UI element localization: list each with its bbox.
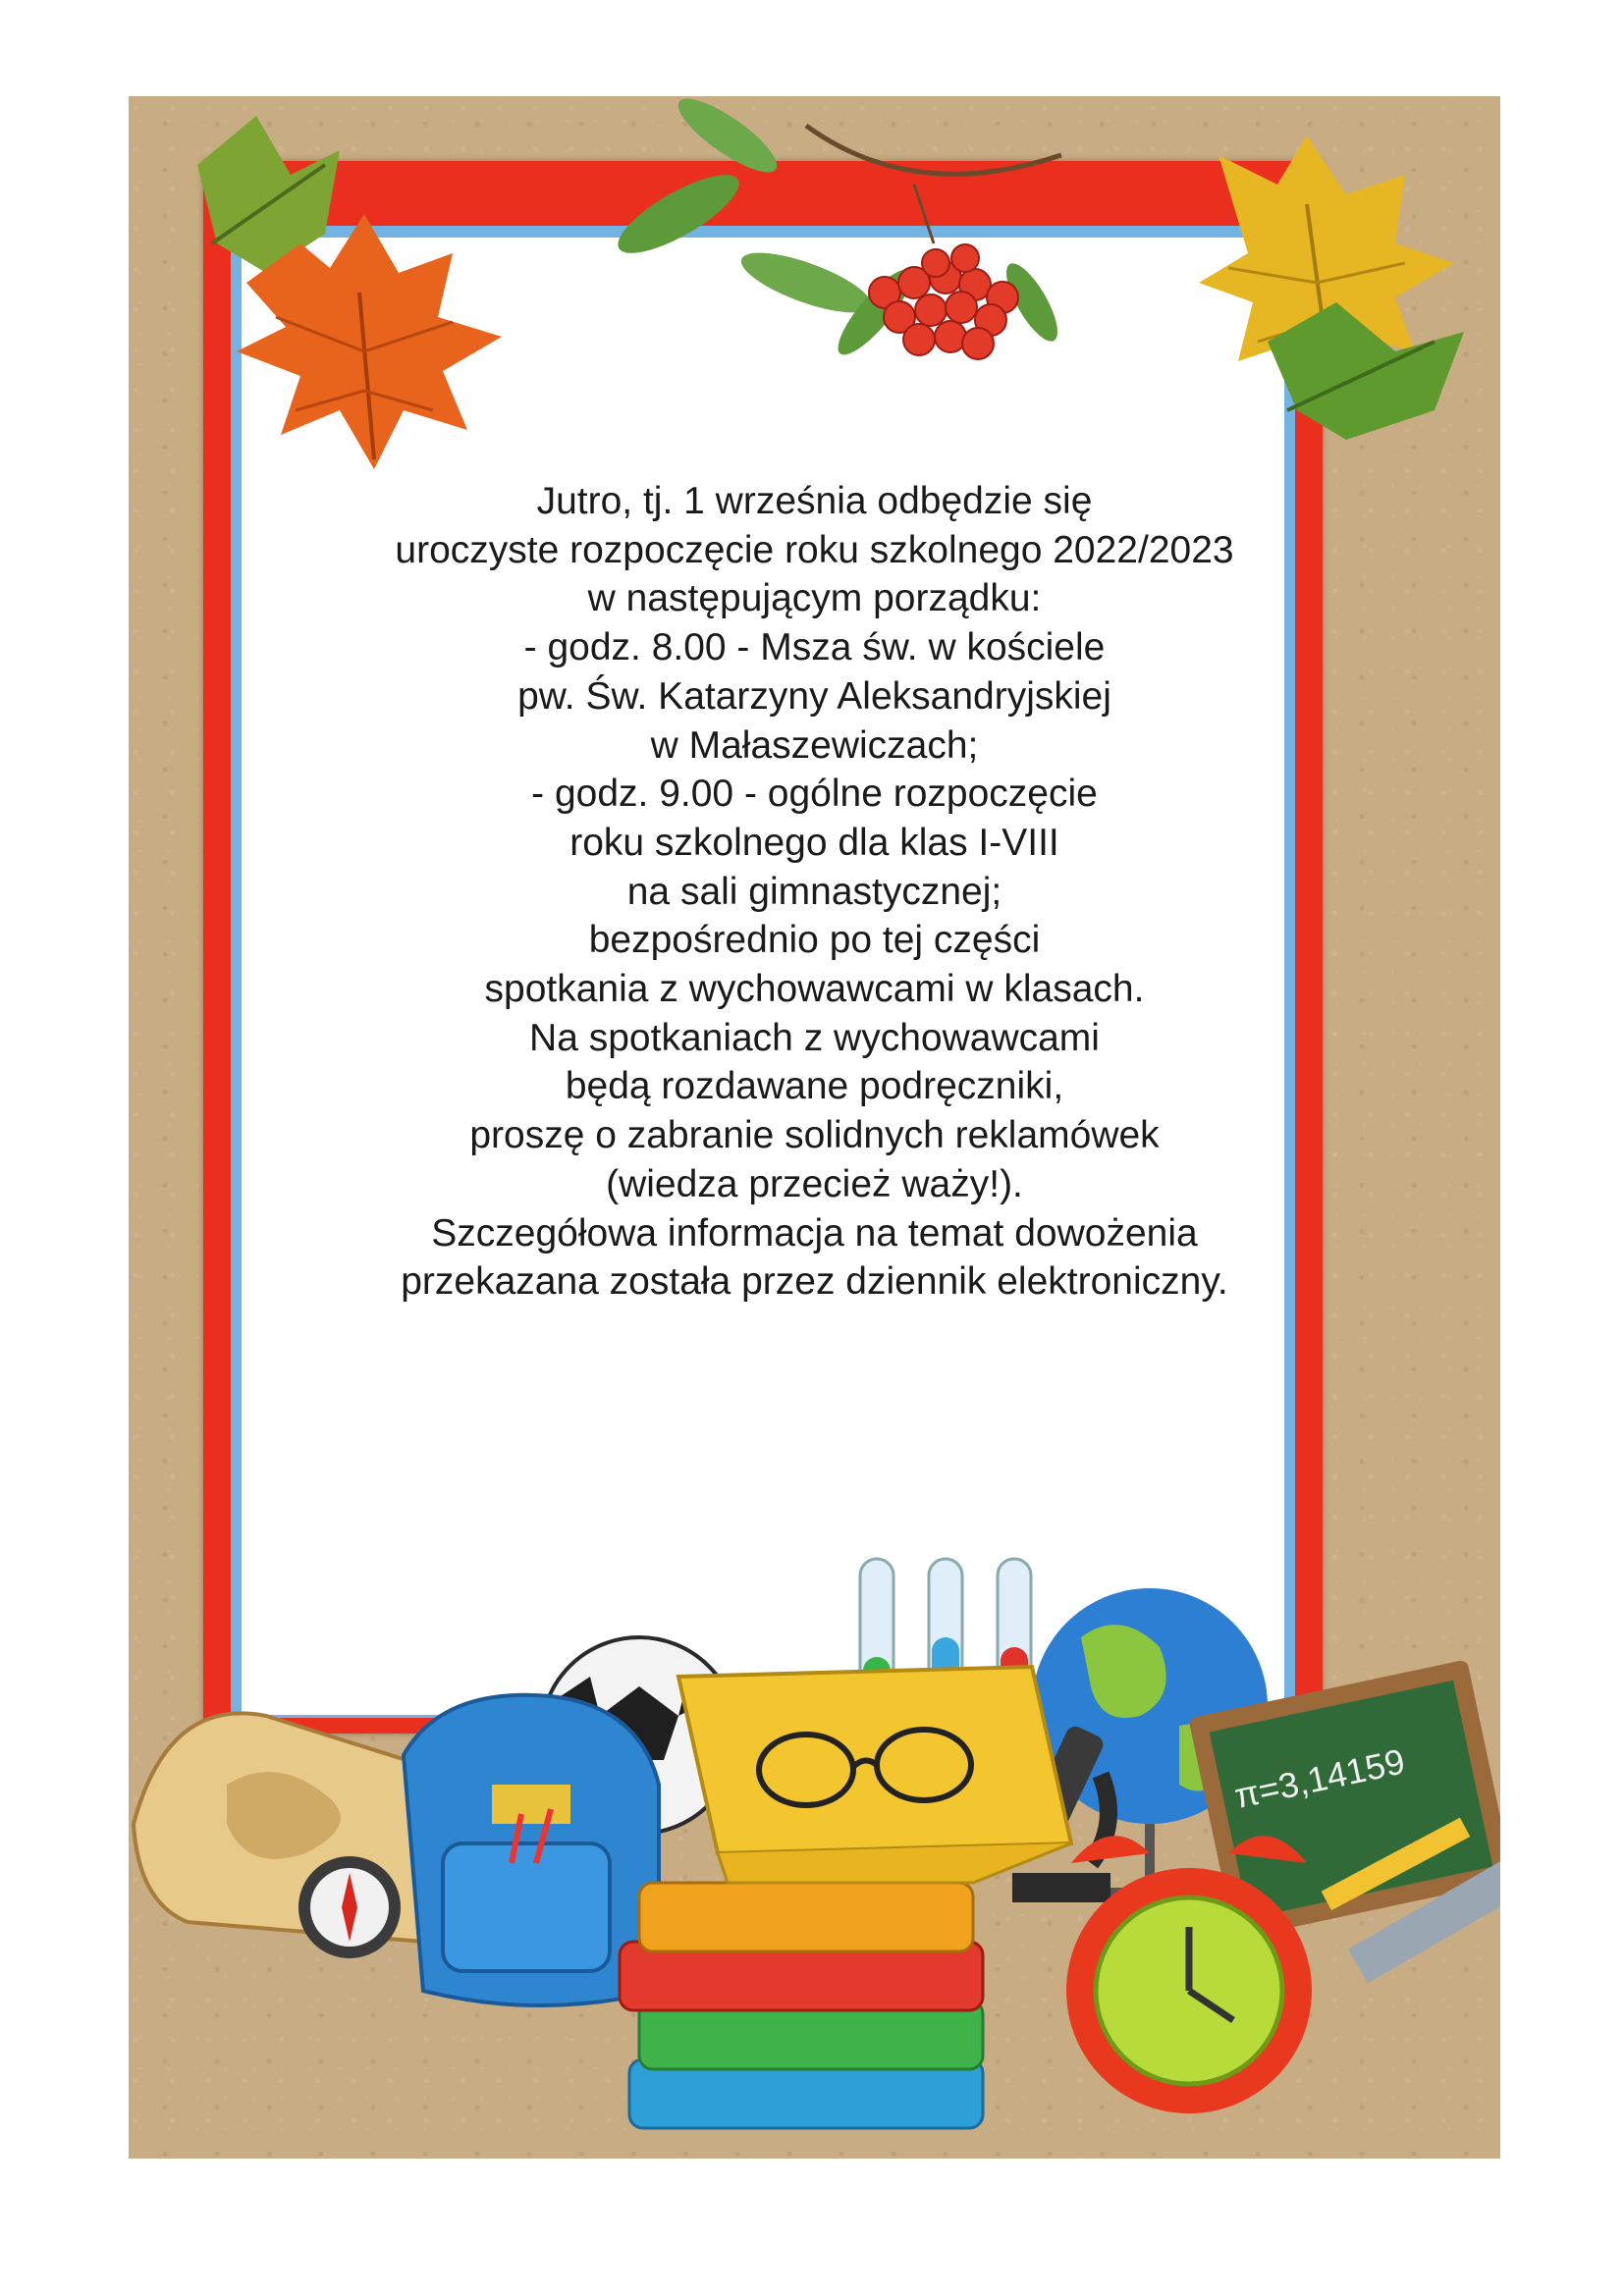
- notice-line: uroczyste rozpoczęcie roku szkolnego 2022/2023: [395, 528, 1234, 571]
- notice-line: pw. Św. Katarzyny Aleksandryjskiej: [517, 674, 1111, 718]
- notice-line: spotkania z wychowawcami w klasach.: [484, 968, 1145, 1011]
- notice-line: na sali gimnastycznej;: [626, 870, 1002, 913]
- notice-line: Jutro, tj. 1 września odbędzie się: [536, 480, 1093, 522]
- rowan-berries-icon: [869, 244, 1018, 359]
- announcement-text: [129, 477, 1500, 1307]
- notice-line: w Małaszewiczach;: [650, 723, 979, 767]
- notice-line: bezpośrednio po tej części: [588, 919, 1041, 962]
- notice-line: (wiedza przecież waży!).: [606, 1162, 1023, 1205]
- notice-poster: [129, 96, 1500, 2159]
- notice-line: Szczegółowa informacja na temat dowożenia: [431, 1211, 1198, 1255]
- notice-line: - godz. 9.00 - ogólne rozpoczęcie: [531, 773, 1098, 816]
- school-supplies-decoration: [129, 1529, 1500, 2159]
- chalkboard-text: π=3,14159: [1230, 1740, 1409, 1817]
- green-leaf-icon: [197, 116, 340, 273]
- notice-line: roku szkolnego dla klas I-VIII: [569, 821, 1059, 864]
- notice-line: przekazana została przez dziennik elektroniczny.: [401, 1260, 1228, 1304]
- notice-line: proszę o zabranie solidnych reklamówek: [469, 1114, 1160, 1157]
- notice-line: Na spotkaniach z wychowawcami: [529, 1016, 1100, 1059]
- compass-icon: [298, 1856, 401, 1958]
- autumn-leaves-decoration: [129, 96, 1500, 508]
- notice-line: w następującym porządku:: [587, 577, 1042, 620]
- notice-line: będą rozdawane podręczniki,: [565, 1065, 1064, 1108]
- notice-line: - godz. 8.00 - Msza św. w kościele: [523, 626, 1106, 669]
- map-scroll-icon: [134, 1713, 453, 1942]
